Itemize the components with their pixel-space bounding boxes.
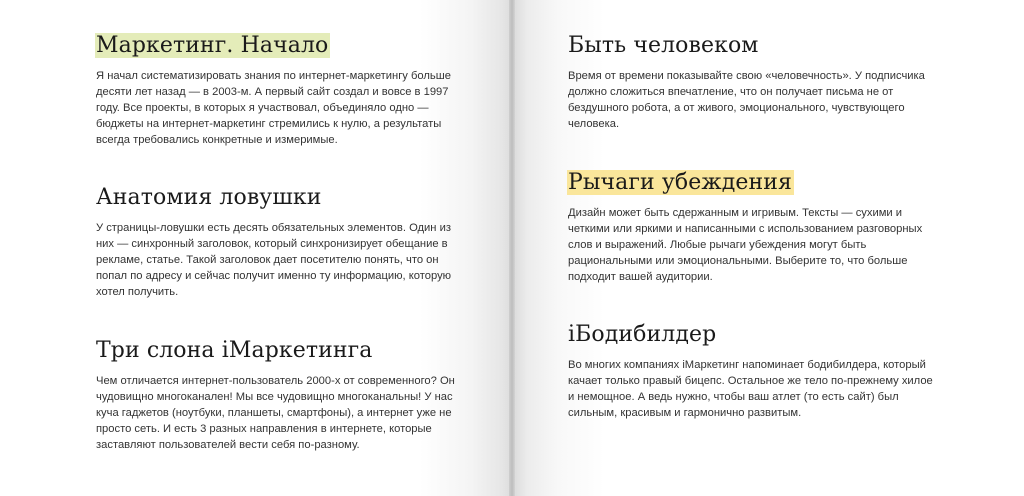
section-body: Во многих компаниях iМаркетинг напоминает бодибилдера, который качает только правый бицепс. Остальное же тело по-прежнему хилое и немощное. А ведь нужно, чтобы ваш атлет (то есть сайт) был сильным, красивым и гармонично развитым. <box>568 359 933 419</box>
section-body: У страницы-ловушки есть десять обязательных элементов. Один из них — синхронный заголовок, который синхронизирует обещание в рекламе, статье. Такой заголовок дает посетителю понять, что он попал по адресу и сейчас получит именно ту информацию, которую хотел получить. <box>96 222 452 298</box>
section-heading: Анатомия ловушки <box>96 185 322 210</box>
section-body: Время от времени показывайте свою «человечность». У подписчика должно сложиться впечатление, что он получает письма не от бездушного робота, а от живого, эмоционального, чувствующего человека. <box>568 70 925 130</box>
section-be-human <box>568 31 938 132</box>
section-heading <box>568 168 938 198</box>
book-gutter <box>509 0 515 496</box>
heading-highlight: Маркетинг. Начало <box>96 33 329 58</box>
section-trap-anatomy <box>96 183 466 300</box>
section-three-elephants <box>96 336 466 453</box>
section-body: Я начал систематизировать знания по интернет-маркетингу больше десяти лет назад — в 2003-м. А первый сайт создал и вовсе в 1997 году. Все проекты, в которых я участвовал, объединяло одно — бюджеты на интернет-маркетинг стремились к нулю, а результаты всегда требовались конкретные и измеримые. <box>96 70 451 146</box>
heading-highlight: Рычаги убеждения <box>568 170 792 195</box>
section-heading: iБодибилдер <box>568 322 717 347</box>
section-heading: Три слона iМаркетинга <box>96 338 373 363</box>
section-body: Дизайн может быть сдержанным и игривым. Тексты — сухими и четкими или яркими и написанными с использованием разговорных слов и выражений. Любые рычаги убеждения могут быть рациональными или эмоциональными. Выберите то, что больше подходит вашей аудитории. <box>568 207 923 283</box>
section-heading: Быть человеком <box>568 33 759 58</box>
section-persuasion-levers <box>568 168 938 285</box>
section-heading <box>96 31 466 61</box>
section-marketing-start <box>96 31 466 148</box>
section-body: Чем отличается интернет-пользователь 2000-х от современного? Он чудовищно многоканален! Мы все чудовищно многоканальны! У нас куча гаджетов (ноутбуки, планшеты, смартфоны), а интернет уже не просто сеть. И есть 3 разных направления в интернете, которые заставляют пользователей вести себя по-разному. <box>96 375 455 451</box>
section-ibodybuilder <box>568 320 938 421</box>
